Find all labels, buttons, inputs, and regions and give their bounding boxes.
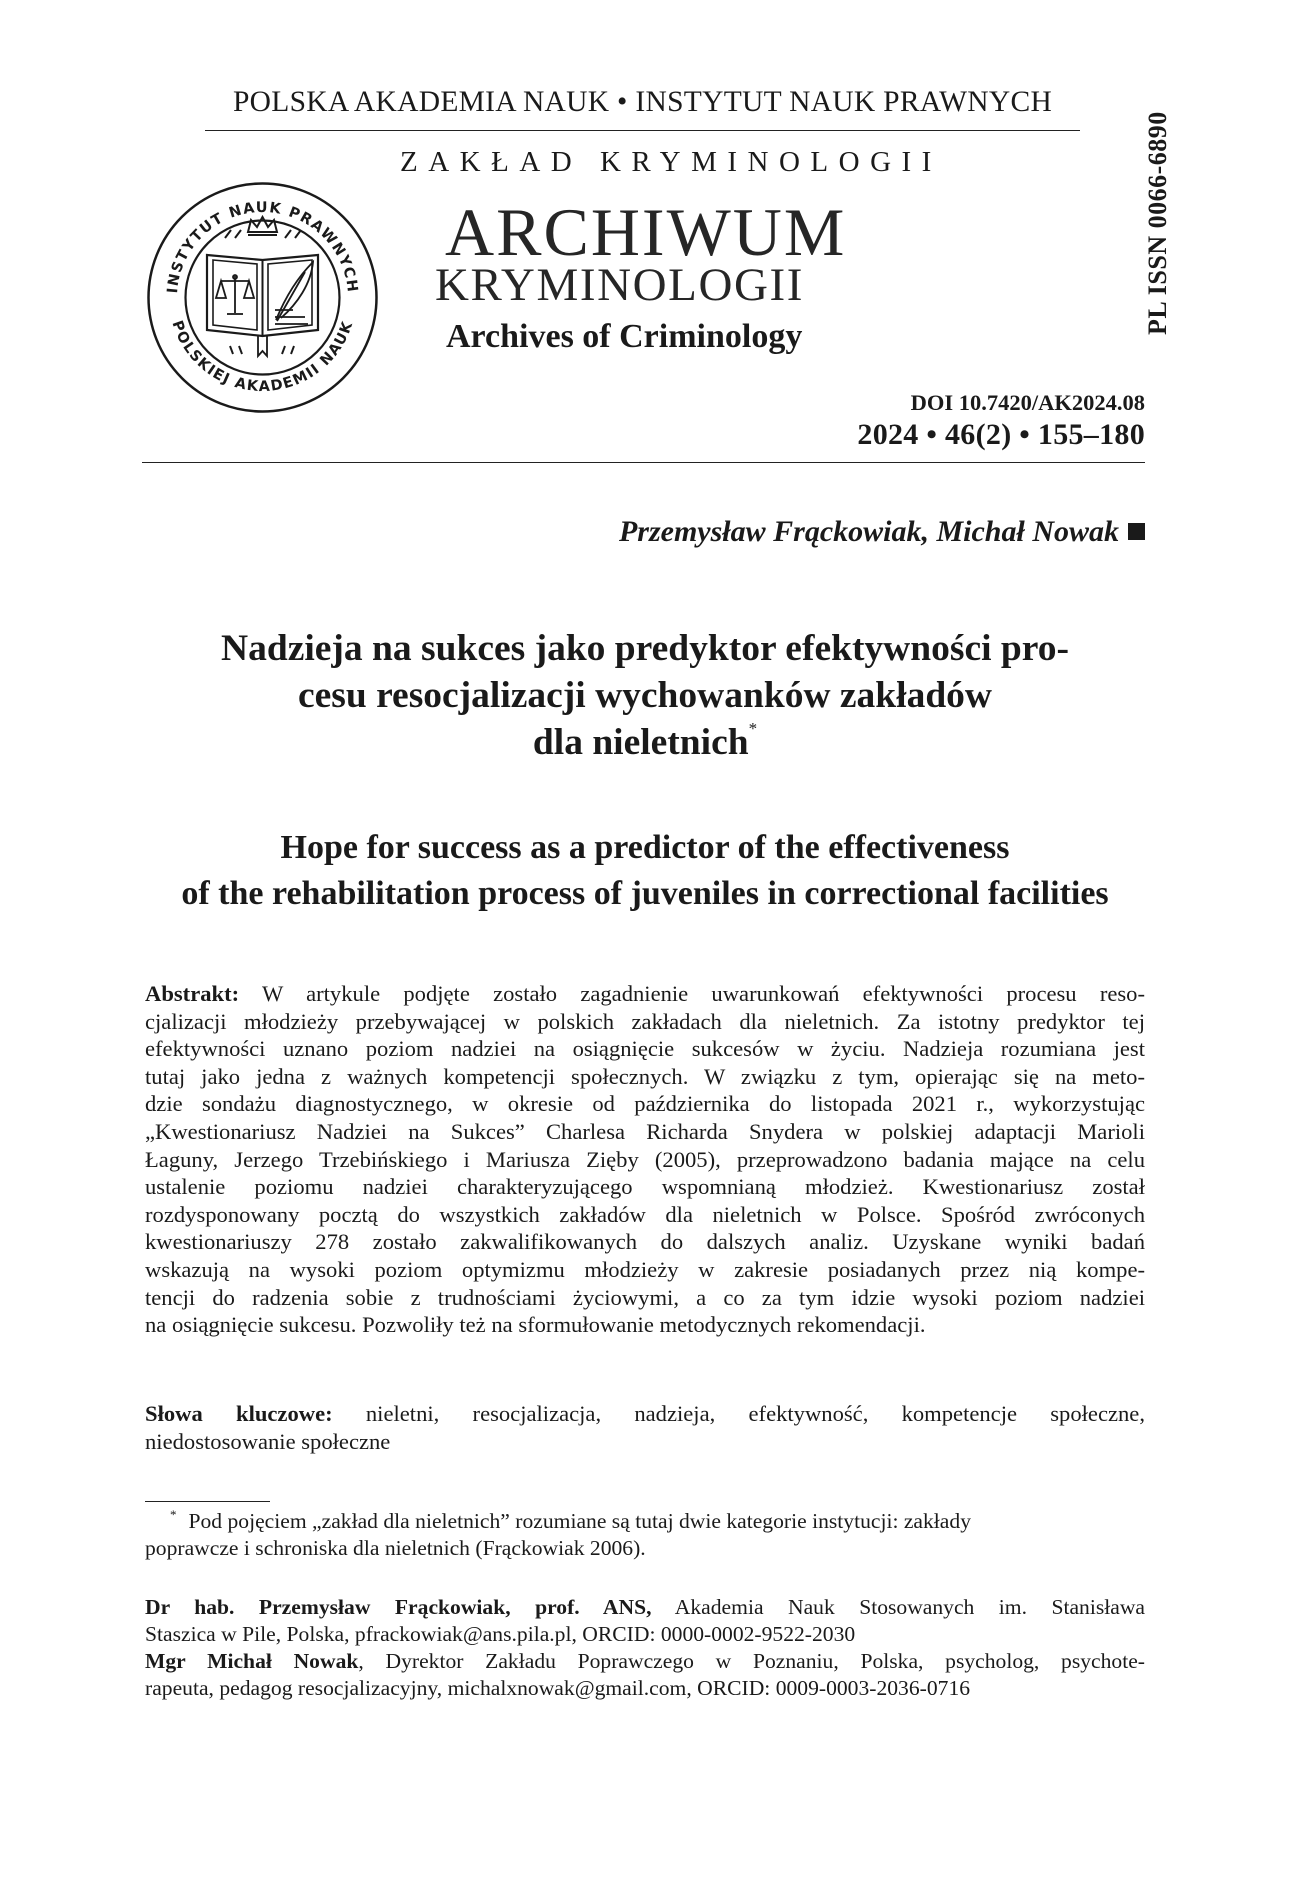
institute-seal-logo xyxy=(145,180,380,415)
abstract-line xyxy=(145,980,1145,1008)
header-rule xyxy=(205,130,1080,131)
abstract-line: wskazują na wysoki poziom optymizmu młodzieży w zakresie posiadanych przez nią kompe- xyxy=(145,1256,1145,1282)
masthead-rule xyxy=(142,462,1145,463)
footnote xyxy=(145,1508,1145,1562)
abstract-line: na osiągnięcie sukcesu. Pozwoliły też na sformułowanie metodycznych rekomendacji. xyxy=(145,1312,926,1338)
keywords-label: Słowa kluczowe: xyxy=(145,1401,333,1426)
publisher-line: POLSKA AKADEMIA NAUK • INSTYTUT NAUK PRAWNYCH xyxy=(232,86,1053,118)
keywords-text: nieletni, resocjalizacja, nadzieja, efektywność, kompetencje społeczne, xyxy=(332,1401,1145,1426)
abstract-line-text: W artykule podjęte zostało zagadnienie uwarunkowań efektywności procesu reso- xyxy=(239,981,1145,1006)
abstract-line: tencji do radzenia sobie z trudnościami życiowymi, a co za tym idzie wysoki poziom nadziei xyxy=(145,1284,1145,1310)
journal-title-line-1: ARCHIWUM xyxy=(445,194,847,270)
issn-text: PL ISSN 0066-6890 xyxy=(1143,111,1172,335)
keywords-line: niedostosowanie społeczne xyxy=(145,1429,391,1454)
article-title-english xyxy=(145,825,1145,917)
footnote-marker[interactable]: * xyxy=(748,719,758,738)
footnote-rule xyxy=(145,1501,270,1502)
title-pl-line: Nadzieja na sukces jako predyktor efektywności pro- xyxy=(221,628,1069,669)
affiliation-line xyxy=(145,1648,1145,1675)
keywords xyxy=(145,1400,1145,1456)
affiliation-line xyxy=(145,1594,1145,1621)
author-affiliations xyxy=(145,1594,1145,1702)
square-bullet-icon xyxy=(1128,523,1145,540)
abstract-line: Łaguny, Jerzego Trzebińskiego i Mariusza Zięby (2005), przeprowadzono badania mające na celu xyxy=(145,1146,1145,1172)
abstract-line: dzie sondażu diagnostycznego, w okresie od października do listopada 2021 r., wykorzystując xyxy=(145,1091,1145,1117)
title-pl-line xyxy=(145,719,1145,766)
title-pl-line: cesu resocjalizacji wychowanków zakładów xyxy=(297,675,993,716)
abstract-line: kwestionariuszy 278 zostało zakwalifikowanych do dalszych analiz. Uzyskane wyniki badań xyxy=(145,1229,1145,1255)
abstract-line: efektywności uznano poziom nadziei na osiągnięcie sukcesów w życiu. Nadzieja rozumiana jest xyxy=(145,1036,1145,1062)
affiliation-line: rapeuta, pedagog resocjalizacyjny, michalxnowak@gmail.com, ORCID: 0009-0003-2036-0716 xyxy=(145,1676,971,1700)
title-en-line: Hope for success as a predictor of the effectiveness xyxy=(280,829,1010,866)
abstract-line: cjalizacji młodzieży przebywającej w polskich zakładach dla nieletnich. Za istotny predyktor tej xyxy=(145,1008,1145,1034)
abstract-line: rozdysponowany pocztą do wszystkich zakładów dla nieletnich w Polsce. Spośród zwróconych xyxy=(145,1201,1145,1227)
abstract xyxy=(145,980,1145,1339)
author1-name: Dr hab. Przemysław Frąckowiak, prof. ANS, xyxy=(145,1595,652,1619)
abstract-line: tutaj jako jedna z ważnych kompetencji społecznych. W związku z tym, opierając się na meto- xyxy=(145,1063,1145,1089)
volume-issue-pages: 2024 • 46(2) • 155–180 xyxy=(857,418,1145,451)
title-pl-line-text: dla nieletnich xyxy=(532,722,749,763)
affiliation-line: Staszica w Pile, Polska, pfrackowiak@ans.pila.pl, ORCID: 0000-0002-9522-2030 xyxy=(145,1622,856,1646)
seal-bottom-text: POLSKIEJ AKADEMII NAUK xyxy=(168,318,357,396)
author1-affiliation: Akademia Nauk Stosowanych im. Stanisława xyxy=(651,1595,1146,1619)
title-en-line: of the rehabilitation process of juveniles in correctional facilities xyxy=(181,875,1109,912)
department-name: ZAKŁAD KRYMINOLOGII xyxy=(400,146,942,178)
footnote-line xyxy=(145,1508,1145,1535)
authors xyxy=(619,515,1145,549)
keywords-line xyxy=(145,1400,1145,1428)
author2-name: Mgr Michał Nowak xyxy=(145,1649,359,1673)
abstract-line: „Kwestionariusz Nadziei na Sukces” Charlesa Richarda Snydera w polskiej adaptacji Marioli xyxy=(145,1118,1145,1144)
footnote-line: poprawcze i schroniska dla nieletnich (Frąckowiak 2006). xyxy=(145,1536,646,1560)
journal-title-english: Archives of Criminology xyxy=(446,318,803,355)
seal-top-text: INSTYTUT NAUK PRAWNYCH xyxy=(165,199,361,295)
footnote-text: Pod pojęciem „zakład dla nieletnich” rozumiane są tutaj dwie kategorie instytucji: zakłady xyxy=(188,1509,971,1533)
article-title-polish xyxy=(145,625,1145,766)
abstract-label: Abstrakt: xyxy=(145,981,240,1006)
issn-vertical xyxy=(1113,95,1172,335)
author2-affiliation: , Dyrektor Zakładu Poprawczego w Poznaniu, Polska, psycholog, psychote- xyxy=(358,1649,1145,1673)
author-names: Przemysław Frąckowiak, Michał Nowak xyxy=(618,515,1119,548)
book-scales-quill-crown-icon xyxy=(145,180,380,415)
abstract-line: ustalenie poziomu nadziei charakteryzującego wspomnianą młodzież. Kwestionariusz został xyxy=(145,1174,1145,1200)
doi: DOI 10.7420/AK2024.08 xyxy=(910,390,1145,415)
journal-title-line-2: KRYMINOLOGII xyxy=(435,259,805,311)
footnote-mark: * xyxy=(170,1507,177,1522)
